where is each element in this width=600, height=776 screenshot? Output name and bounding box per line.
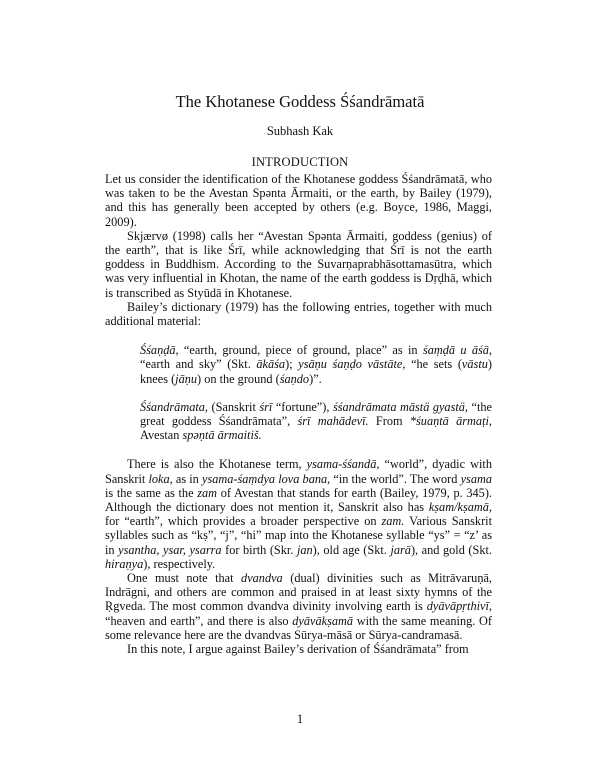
author-name: Subhash Kak: [266, 124, 334, 138]
page-number: 1: [296, 712, 304, 726]
paragraph-2: Skjærvø (1998) calls her “Avestan Spənta Ārmaiti, goddess (genius) of the earth”, that is like Śrī, while acknowledging that Śrī is not the earth goddess in Buddhism. According to the Suvarṇaprabhāsottamasūtra, which was very influential in Khotan, the name of the earth goddess is Dṛḍhā, which is transcribed as Styūdā in Khotanese.: [105, 228, 492, 300]
dictionary-entry-ssanda: Śśaṇḍā, “earth, ground, piece of ground, place” as in śaṃḍā u āśā, “earth and sky” (Skt. ākāśa); ysāṇu śaṇḍo vāstāte, “he sets (vāstu) knees (jāṇu) on the ground (śaṇdo)”.: [140, 343, 492, 386]
section-heading: INTRODUCTION: [251, 155, 349, 169]
paper-title: The Khotanese Goddess Śśandrāmatā: [175, 92, 425, 111]
paragraph-6: In this note, I argue against Bailey’s derivation of Śśandrāmata” from: [127, 642, 469, 657]
paragraph-4: There is also the Khotanese term, ysama-śśandā, “world”, dyadic with Sanskrit loka, as in ysama-śaṃdya lova bana, “in the world”. The word ysama is the same as the zam of Avestan that stands for earth (Bailey, 1979, p. 345). Although the dictionary does not mention it, Sanskrit also has kṣam/kṣamā, for “earth”, which provides a broader perspective on zam. Various Sanskrit syllables such as “kṣ”, “j”, “hi” map into the Khotanese syllable “ys” = “z’ as in ysantha, ysar, ysarra for birth (Skr. jan), old age (Skt. jarā), and gold (Skt. hiraṇya), respectively.: [105, 457, 492, 571]
paragraph-5: One must note that dvandva (dual) divinities such as Mitrāvaruṇā, Indrāgni, and others are common and praised in at least sixty hymns of the Ṛgveda. The most common dvandva divinity involving earth is dyāvāpṛthivī, “heaven and earth”, and there is also dyāvākṣamā with the same meaning. Of some relevance here are the dvandvas Sūrya-māsā or Sūrya-candramasā.: [105, 571, 493, 642]
body-text: [105, 172, 492, 656]
dictionary-entry-ssandramata: Śśandrāmata, (Sanskrit śrī “fortune”), śśandrāmata māstä gyastä, “the great goddess Śśandrāmata”, śrī mahādevī. From *śuaṇtā ārmaṭi, Avestan spəṇtā ārmaitiš.: [140, 399, 492, 443]
paragraph-3: Bailey’s dictionary (1979) has the following entries, together with much additional material:: [105, 299, 492, 329]
paragraph-1: Let us consider the identification of the Khotanese goddess Śśandrāmatā, who was taken to be the Avestan Spənta Ārmaiti, or the earth, by Bailey (1979), and this has generally been accepted by others (e.g. Boyce, 1986, Maggi, 2009).: [105, 172, 492, 229]
